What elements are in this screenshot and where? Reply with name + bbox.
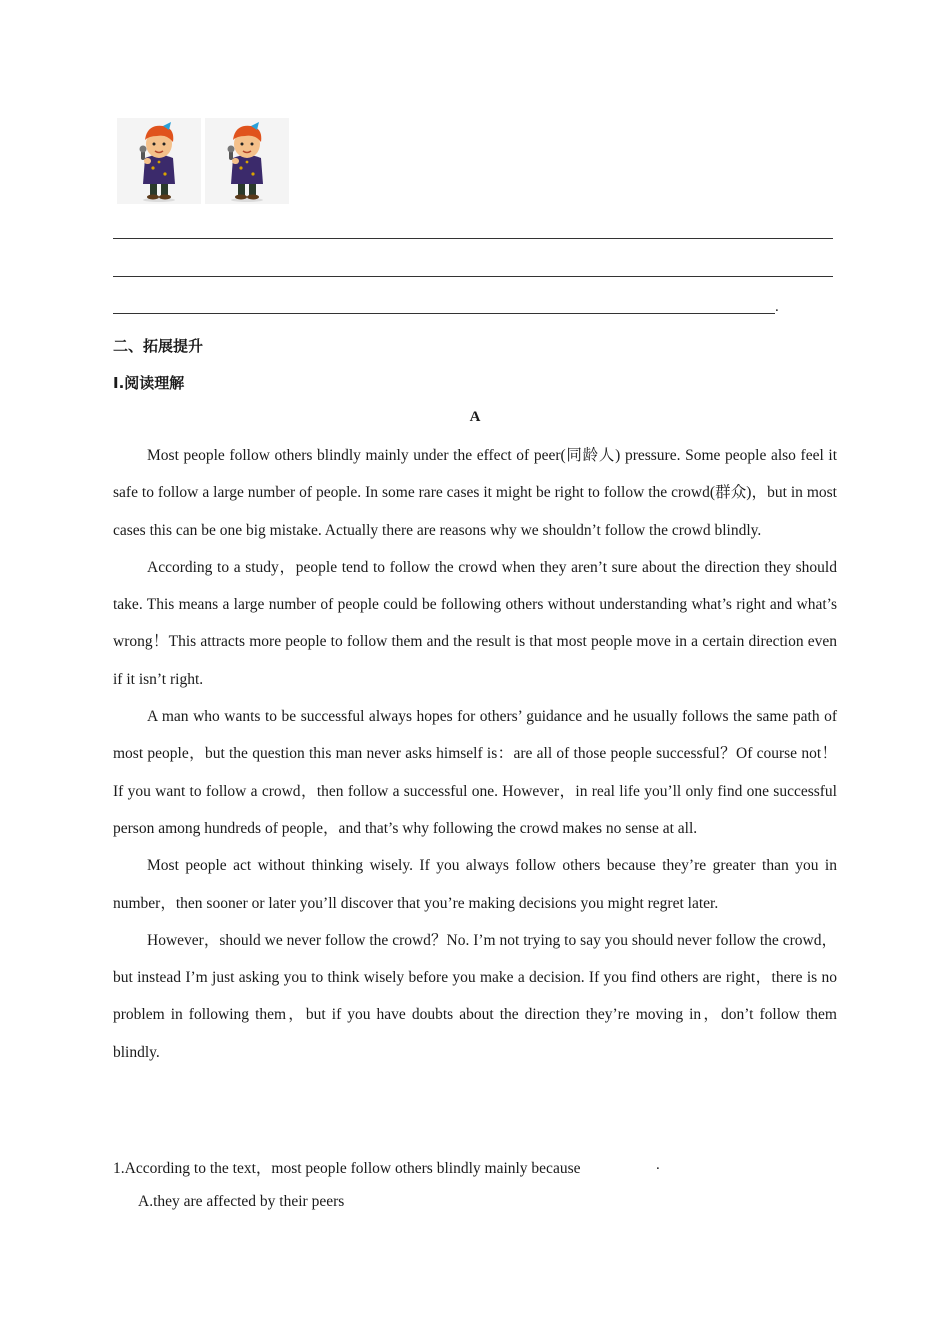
section-subheading: I.阅读理解 — [113, 374, 185, 392]
boy-with-microphone-icon — [205, 118, 289, 204]
illustration-row — [117, 118, 289, 204]
question-option-a[interactable]: A.they are affected by their peers — [138, 1193, 345, 1210]
passage-body — [113, 437, 837, 1071]
passage-title: A — [469, 409, 481, 425]
passage-paragraph: According to a study，people tend to follow the crowd when they aren’t sure about the direction they should take. This means a large number of people could be following others without understanding what’s right and what’s wrong！This attracts more people to follow them and the result is that most people move in a certain direction even if it isn’t right. — [113, 558, 837, 688]
question-blank-end: . — [656, 1157, 660, 1173]
section-heading: 二、拓展提升 — [113, 337, 204, 355]
passage-paragraph: Most people act without thinking wisely. If you always follow others because they’re greater than you in number，then sooner or later you’ll discover that you’re making decisions you might regret later. — [113, 857, 837, 912]
answer-line-1[interactable] — [113, 238, 833, 239]
boy-with-microphone-icon — [117, 118, 201, 204]
answer-line-2[interactable] — [113, 276, 833, 277]
passage-paragraph: However，should we never follow the crowd？No. I’m not trying to say you should never follow the crowd，but instead I’m just asking you to think wisely before you make a decision. If you find others are right，there is no problem in following them，but if you have doubts about the direction they’re moving in，don’t follow them blindly. — [113, 931, 837, 1061]
passage-paragraph: Most people follow others blindly mainly under the effect of peer(同龄人) pressure. Some people also feel it safe to follow a large number of people. In some rare cases it might be right to follow the crowd(群众)，but in most cases this can be one big mistake. Actually there are reasons why we shouldn’t follow the crowd blindly. — [113, 447, 837, 539]
answer-line-end-period: . — [775, 299, 779, 315]
question-stem: 1.According to the text，most people follow others blindly mainly because — [113, 1160, 581, 1177]
answer-line-3[interactable] — [113, 313, 775, 314]
passage-paragraph: A man who wants to be successful always hopes for others’ guidance and he usually follows the same path of most people，but the question this man never asks himself is：are all of those people successful？Of course not！If you want to follow a crowd，then follow a successful one. However，in real life you’ll only find one successful person among hundreds of people，and that’s why following the crowd makes no sense at all. — [113, 708, 837, 837]
